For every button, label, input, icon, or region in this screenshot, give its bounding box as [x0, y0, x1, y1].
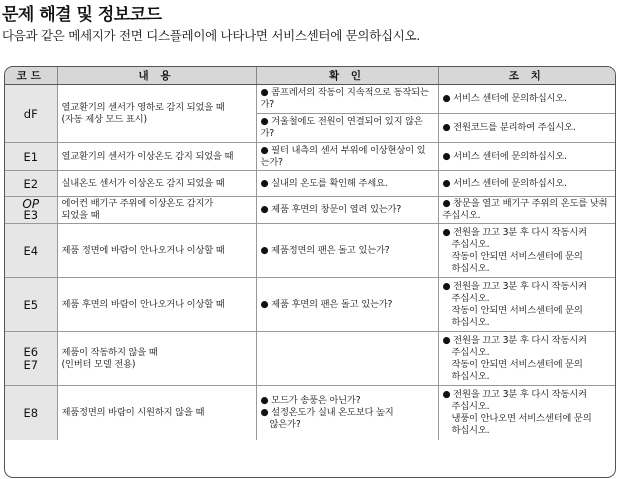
row-check: ● 콤프레서의 작동이 지속적으로 동작되는가?: [256, 85, 438, 114]
table-row: [5, 386, 615, 440]
row-check: ● 모드가 송풍은 아닌가? ● 설정온도가 실내 온도보다 높지 않은가?: [256, 386, 438, 440]
row-action: ● 창문을 열고 배기구 주위의 온도를 낮춰 주십시오.: [438, 197, 615, 224]
table-row: [5, 171, 615, 197]
header-code: 코드: [5, 67, 57, 85]
error-code-table: [4, 66, 616, 478]
row-check: ● 겨울철에도 전원이 연결되어 있지 않은가?: [256, 114, 438, 143]
table-header-row: [5, 67, 615, 85]
row-action: ● 전원을 끄고 3분 후 다시 작동시켜 주십시오. 냉풍이 안나오면 서비스센터에 문의 하십시오.: [442, 388, 592, 436]
row-check: ● 필터 내측의 센서 부위에 이상현상이 있는가?: [256, 143, 438, 171]
table-row: [5, 224, 615, 278]
row-action: ● 전원을 끄고 3분 후 다시 작동시켜 주십시오. 작동이 안되면 서비스센터에 문의 하십시오.: [438, 332, 615, 386]
row-content: 에어컨 배기구 주위에 이상온도 감지가 되었을 때: [57, 197, 256, 224]
error-code: dF: [5, 85, 57, 143]
row-action: ● 전원을 끄고 3분 후 다시 작동시켜 주십시오. 작동이 안되면 서비스센터에 문의 하십시오.: [438, 278, 615, 332]
row-check: ● 제품 후면의 팬은 돌고 있는가?: [256, 278, 438, 332]
error-code: E6 E7: [5, 332, 57, 386]
row-action: ● 전원코드를 분리하여 주십시오.: [438, 114, 615, 143]
row-check: ● 제품 후면의 창문이 열려 있는가?: [256, 197, 438, 224]
header-content: 내 용: [57, 67, 256, 85]
row-content: 열교환기의 센서가 이상온도 감지 되었을 때: [57, 143, 256, 171]
row-action: ● 서비스 센터에 문의하십시오.: [438, 85, 615, 114]
error-code: E5: [5, 278, 57, 332]
header-action: 조 치: [438, 67, 615, 85]
row-content: 실내온도 센서가 이상온도 감지 되었을 때: [57, 171, 256, 197]
row-check: ● 제품정면의 팬은 돌고 있는가?: [256, 224, 438, 278]
row-content: 제품 후면의 바람이 안나오거나 이상할 때: [57, 278, 256, 332]
error-code: OP E3: [5, 197, 57, 224]
row-content: 제품정면의 바람이 시원하지 않을 때: [57, 386, 256, 440]
page-subtitle: 다음과 같은 메세지가 전면 디스플레이에 나타나면 서비스센터에 문의하십시오.: [2, 28, 420, 43]
page-title: 문제 해결 및 정보코드: [2, 5, 162, 25]
error-code-display: OP: [22, 197, 40, 211]
row-content: 제품이 작동하지 않을 때 (인버터 모델 전용): [57, 332, 256, 386]
row-check: [256, 332, 438, 386]
row-action: ● 서비스 센터에 문의하십시오.: [438, 143, 615, 171]
row-content: 제품 정면에 바람이 안나오거나 이상할 때: [57, 224, 256, 278]
error-code: E2: [5, 171, 57, 197]
row-action: ● 전원을 끄고 3분 후 다시 작동시켜 주십시오. 작동이 안되면 서비스센터에 문의 하십시오.: [438, 224, 615, 278]
table-row: [5, 332, 615, 386]
row-action: ● 서비스 센터에 문의하십시오.: [438, 171, 615, 197]
row-content: 열교환기의 센서가 영하로 감지 되었을 때 (자동 제상 모드 표시): [57, 85, 256, 143]
error-code: E1: [5, 143, 57, 171]
row-check: ● 실내의 온도를 확인해 주세요.: [256, 171, 438, 197]
header-check: 확 인: [256, 67, 438, 85]
table-row: [5, 85, 615, 114]
error-code: E8: [5, 386, 57, 440]
table-row: [5, 143, 615, 171]
table-row: [5, 197, 615, 224]
table-row: [5, 278, 615, 332]
error-code: E4: [5, 224, 57, 278]
